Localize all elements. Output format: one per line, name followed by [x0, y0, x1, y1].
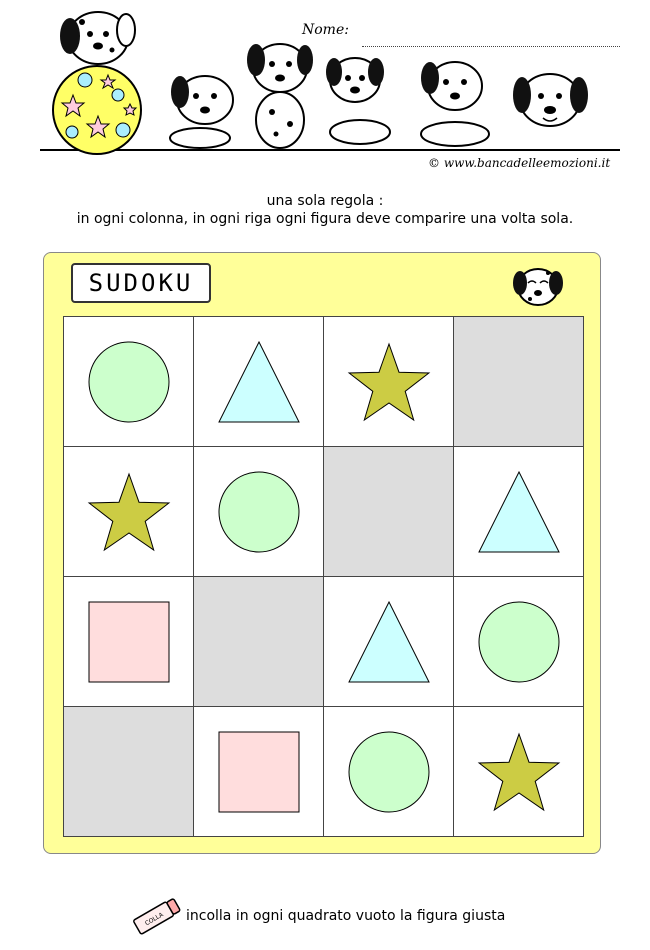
triangle-icon: [209, 332, 309, 432]
empty-cell[interactable]: [64, 707, 194, 837]
star-icon: [79, 462, 179, 562]
circle-shape: [219, 472, 299, 552]
glue-stick-icon: [128, 894, 186, 938]
cell-triangle: [454, 447, 584, 577]
empty-cell[interactable]: [194, 577, 324, 707]
circle-icon: [339, 722, 439, 822]
cell-star: [324, 317, 454, 447]
star-icon: [339, 332, 439, 432]
instructions-line-1: una sola regola :: [266, 193, 384, 209]
circle-icon: [79, 332, 179, 432]
empty-cell[interactable]: [454, 317, 584, 447]
circle-icon: [469, 592, 569, 692]
cell-star: [64, 447, 194, 577]
empty-cell[interactable]: [324, 447, 454, 577]
cell-circle: [324, 707, 454, 837]
sudoku-title: SUDOKU: [71, 263, 211, 303]
sudoku-board: [43, 252, 601, 854]
triangle-shape: [349, 602, 429, 682]
cell-star: [454, 707, 584, 837]
cell-square: [194, 707, 324, 837]
puppy-icon: [326, 58, 390, 144]
star-shape: [89, 474, 169, 550]
star-shape: [479, 734, 559, 810]
triangle-shape: [479, 472, 559, 552]
sudoku-grid: [63, 316, 584, 837]
cell-circle: [64, 317, 194, 447]
name-label: Nome:: [302, 22, 349, 38]
puppy-icon: [60, 12, 135, 64]
credit-text: © www.bancadelleemozioni.it: [428, 156, 611, 170]
cell-circle: [194, 447, 324, 577]
triangle-icon: [339, 592, 439, 692]
square-shape: [219, 732, 299, 812]
circle-shape: [349, 732, 429, 812]
footer-instruction: incolla in ogni quadrato vuoto la figura giusta: [186, 908, 506, 924]
cell-triangle: [194, 317, 324, 447]
square-icon: [209, 722, 309, 822]
triangle-icon: [469, 462, 569, 562]
name-field-line[interactable]: [362, 46, 620, 47]
glue-label: COLLA: [143, 911, 165, 928]
footer: [128, 894, 548, 938]
ball-icon: [53, 66, 141, 154]
puppy-icon: [170, 76, 233, 148]
instructions-line-2: in ogni colonna, in ogni riga ogni figura deve comparire una volta sola.: [76, 211, 574, 227]
header: [0, 0, 650, 180]
star-icon: [469, 722, 569, 822]
triangle-shape: [219, 342, 299, 422]
puppy-mascot-icon: [508, 261, 568, 311]
cell-square: [64, 577, 194, 707]
puppy-icon: [421, 62, 489, 146]
puppy-icon: [513, 74, 588, 126]
instructions: [0, 192, 650, 228]
cell-circle: [454, 577, 584, 707]
circle-shape: [479, 602, 559, 682]
square-icon: [79, 592, 179, 692]
puppy-icon: [247, 44, 313, 148]
cell-triangle: [324, 577, 454, 707]
star-shape: [349, 344, 429, 420]
circle-icon: [209, 462, 309, 562]
square-shape: [89, 602, 169, 682]
circle-shape: [89, 342, 169, 422]
